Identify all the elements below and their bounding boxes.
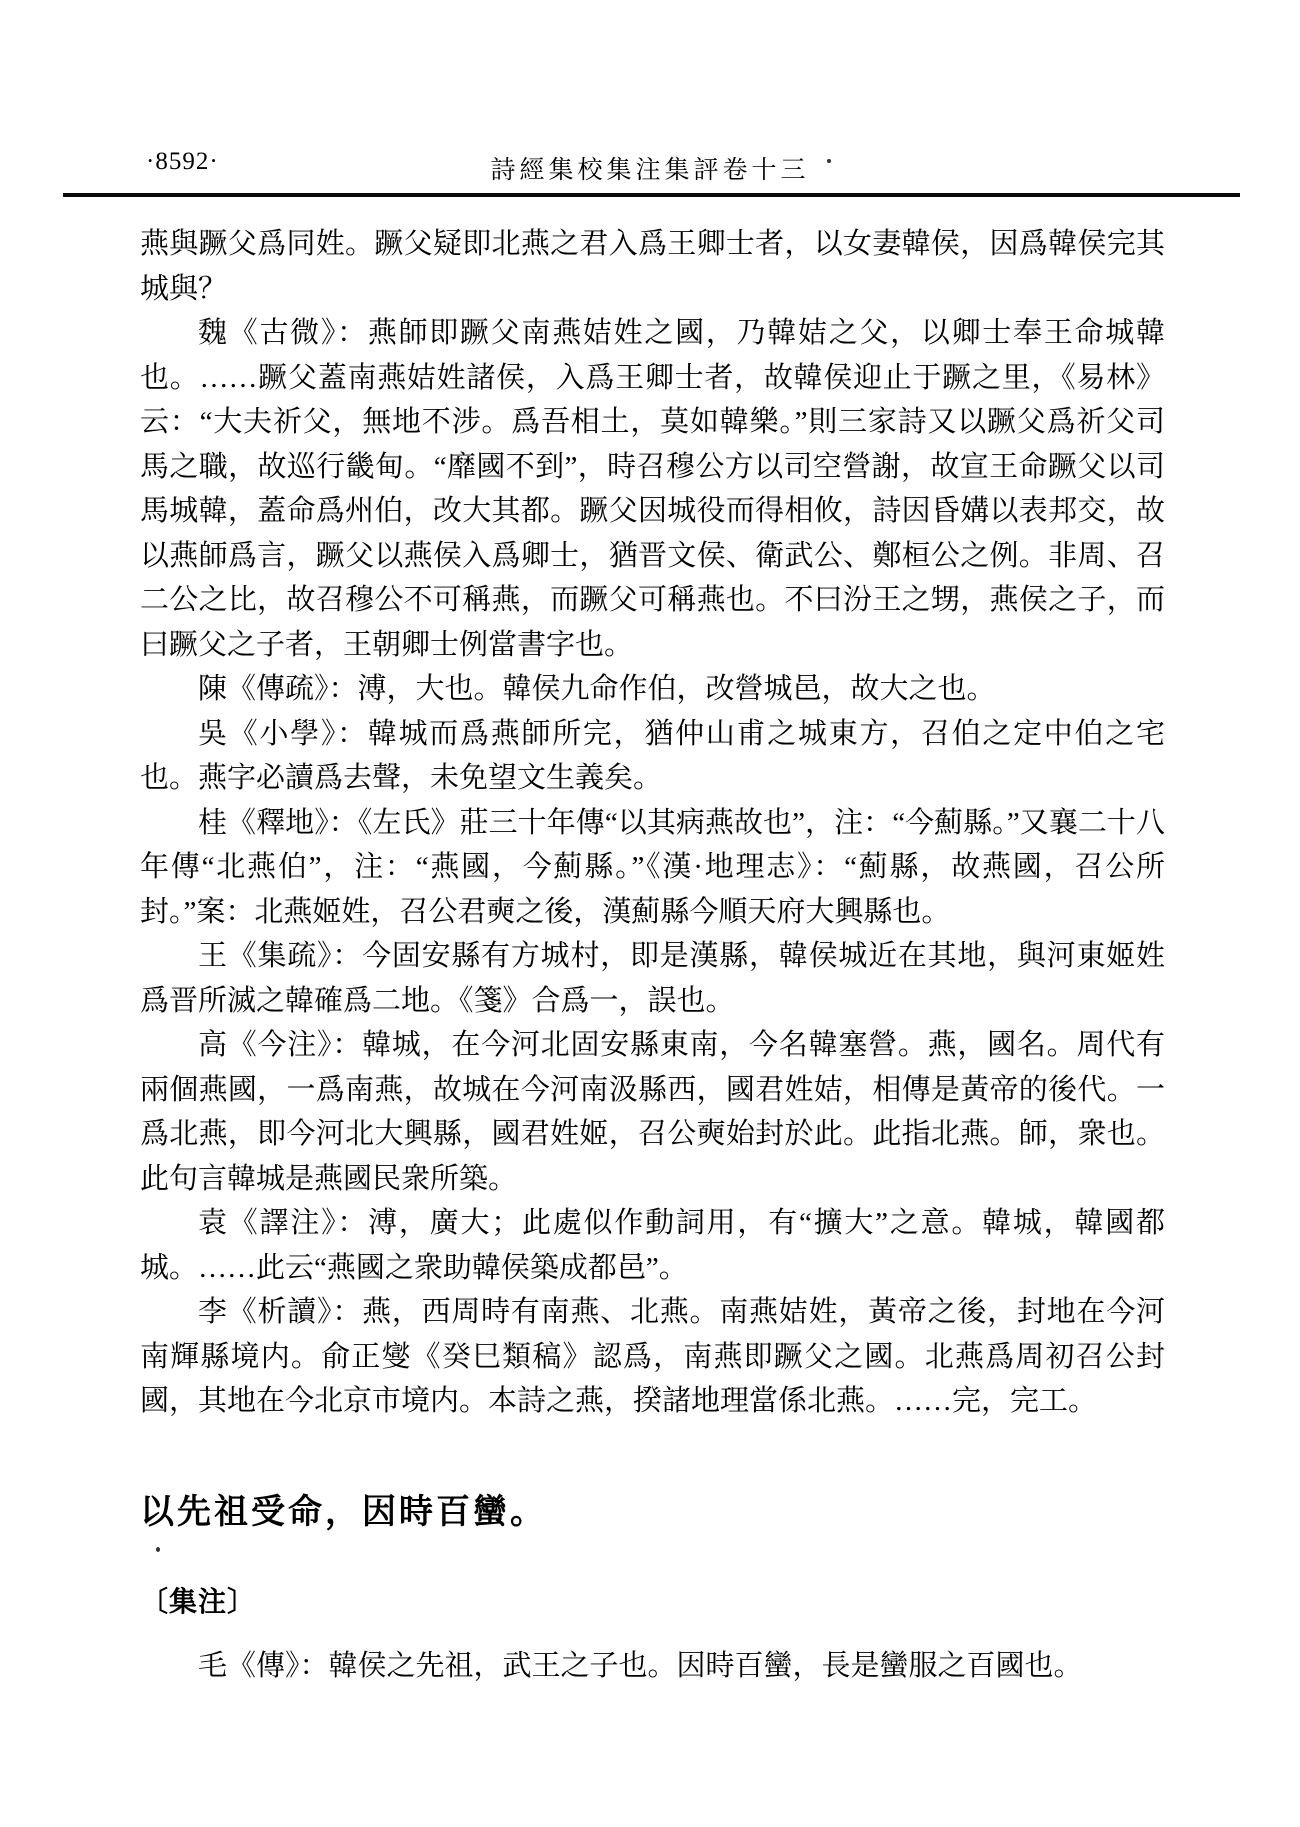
commentary-text: 《左氏》莊三十年傳“以其病燕故也”，注：“今薊縣。”又襄二十八年傳“北燕伯”，注：“燕國，今薊縣。”《漢·地理志》：“薊縣，故燕國，召公所封。”案：北燕姬姓，召公君奭之後，漢薊縣今順天府大興縣也。 <box>140 806 1165 928</box>
running-header <box>0 0 1300 193</box>
section-heading-jizhu: 〔集注〕 <box>140 1586 257 1617</box>
commentary-cite: 桂《釋地》： <box>198 806 358 839</box>
note-text: 韓侯之先祖，武王之子也。因時百蠻，長是蠻服之百國也。 <box>328 1650 1083 1682</box>
commentary-text: 今固安縣有方城村，即是漢縣，韓侯城近在其地，與河東姬姓爲晋所滅之韓確爲二地。《箋》合爲一，誤也。 <box>140 940 1165 1017</box>
commentary-text: 燕師即蹶父南燕姞姓之國，乃韓姞之父，以卿士奉王命城韓也。……蹶父蓋南燕姞姓諸侯，入爲王卿士者，故韓侯迎止于蹶之里，《易林》云：“大夫祈父，無地不涉。爲吾相土，莫如韓樂。”則三家詩又以蹶父爲祈父司馬之職，故巡行畿甸。“靡國不到”，時召穆公方以司空營謝，故宣王命蹶父以司馬城韓，蓋命爲州伯，改大其都。蹶父因城役而得相攸，詩因昏媾以表邦交，故以燕師爲言，蹶父以燕侯入爲卿士，猶晋文侯、衛武公、鄭桓公之例。非周、召二公之比，故召穆公不可稱燕，而蹶父可稱燕也。不曰汾王之甥，燕侯之子，而曰蹶父之子者，王朝卿士例當書字也。 <box>140 317 1165 661</box>
commentary-paragraph <box>140 801 1165 935</box>
commentary-cite: 魏《古微》： <box>198 317 368 349</box>
commentary-paragraph <box>140 667 1165 712</box>
scan-speck <box>827 159 831 163</box>
commentary-cite: 吳《小學》： <box>198 717 368 750</box>
running-title: 詩經集校集注集評卷十三 <box>490 157 810 184</box>
header-rule <box>63 193 1240 197</box>
commentary-text: 燕與蹶父爲同姓。蹶父疑即北燕之君入爲王卿士者，以女妻韓侯，因爲韓侯完其城與？ <box>140 228 1165 305</box>
commentary-paragraph <box>140 222 1165 311</box>
commentary-paragraph <box>140 1201 1165 1290</box>
commentary-paragraph <box>140 1290 1165 1424</box>
commentary-paragraph <box>140 1023 1165 1201</box>
commentary-cite: 高《今注》： <box>198 1029 363 1061</box>
page-content <box>140 222 1165 1689</box>
commentary-block <box>140 222 1165 1488</box>
commentary-text: 溥，廣大；此處似作動詞用，有“擴大”之意。韓城，韓國都城。……此云“燕國之衆助韓侯築成都邑”。 <box>140 1207 1165 1284</box>
note-cite: 毛《傳》： <box>198 1650 329 1682</box>
commentary-text: 燕，西周時有南燕、北燕。南燕姞姓，黃帝之後，封地在今河南輝縣境内。俞正燮《癸巳類稿》認爲，南燕即蹶父之國。北燕爲周初召公封國，其地在今北京市境内。本詩之燕，揆諸地理當係北燕。……完，完工。 <box>140 1296 1165 1417</box>
verse-heading: 以先祖受命，因時百蠻。 <box>140 1493 547 1531</box>
commentary-paragraph <box>140 934 1165 1023</box>
commentary-cite: 袁《譯注》： <box>198 1207 369 1239</box>
commentary-text: 韓城，在今河北固安縣東南，今名韓塞營。燕，國名。周代有兩個燕國，一爲南燕，故城在今河南汲縣西，國君姓姞，相傳是黃帝的後代。一爲北燕，即今河北大興縣，國君姓姬，召公奭始封於此。此指北燕。師，衆也。此句言韓城是燕國民衆所築。 <box>140 1029 1165 1195</box>
commentary-text: 韓城而爲燕師所完，猶仲山甫之城東方，召伯之定中伯之宅也。燕字必讀爲去聲，未免望文生義矣。 <box>140 717 1165 794</box>
commentary-paragraph <box>140 712 1165 801</box>
commentary-text: 溥，大也。韓侯九命作伯，改營城邑，故大之也。 <box>357 673 996 705</box>
page-number: ·8592· <box>146 148 219 175</box>
commentary-cite: 陳《傳疏》： <box>198 673 358 705</box>
commentary-paragraph <box>140 311 1165 667</box>
commentary-cite: 李《析讀》： <box>198 1296 363 1328</box>
commentary-cite: 王《集疏》： <box>198 940 363 972</box>
note-paragraph <box>140 1644 1165 1689</box>
